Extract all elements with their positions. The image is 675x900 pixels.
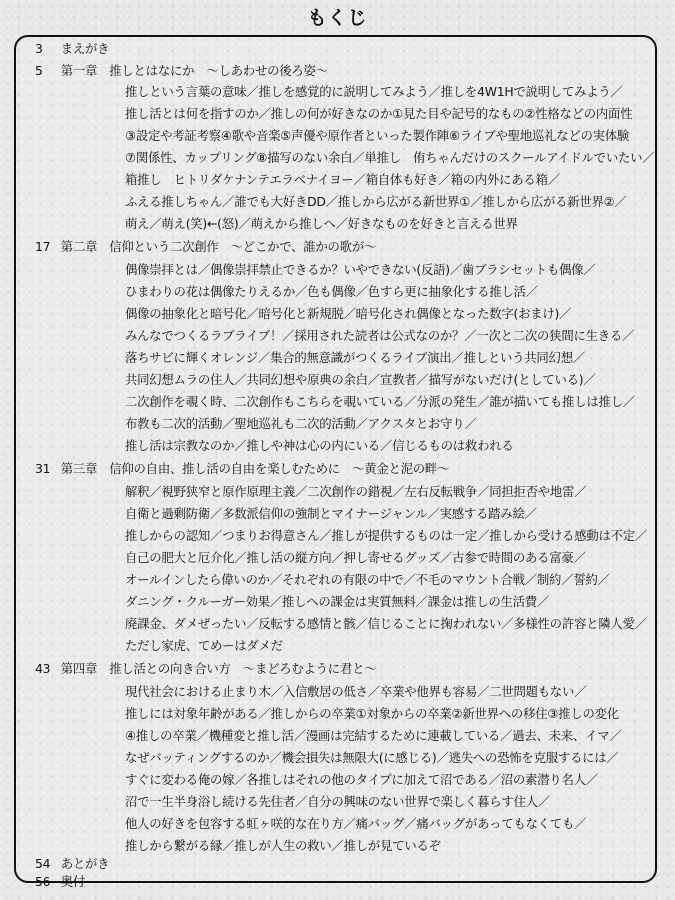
toc-page-number: 3 xyxy=(35,41,43,56)
toc-subsection-line: 推しからの認知／つまりお得意さん／推しが提供するものは一定／推しから受ける感動は不定／ xyxy=(125,528,648,543)
toc-page-number: 17 xyxy=(35,239,51,254)
toc-subsection-line: 推しという言葉の意味／推しを感覚的に説明してみよう／推しを4W1Hで説明してみよう／ xyxy=(125,84,623,99)
toc-chapter-entry xyxy=(35,62,328,79)
toc-page-number: 56 xyxy=(35,874,51,889)
toc-subsection-line: 箱推し ヒトリダケナンテエラベナイヨー／箱自体も好き／箱の内外にある箱／ xyxy=(125,172,560,187)
toc-chapter-label: 第二章 信仰という二次創作 〜どこかで、誰かの歌が〜 xyxy=(57,239,377,254)
toc-chapter-label: 第一章 推しとはなにか 〜しあわせの後ろ姿〜 xyxy=(57,63,328,78)
toc-subsection-line: 二次創作を覗く時、二次創作もこちらを覗いている／分派の発生／誰が描いても推しは推し／ xyxy=(125,394,635,409)
toc-subsection-line: すぐに変わる俺の嫁／各推しはそれの他のタイプに加えて沼である／沼の素潜り名人／ xyxy=(125,772,598,787)
toc-subsection-line: 偶像の抽象化と暗号化／暗号化と新規脱／暗号化され偶像となった数字(おまけ)／ xyxy=(125,306,572,321)
toc-subsection-line: 共同幻想ムラの住人／共同幻想や原典の余白／宣教者／描写がないだけ(としている)／ xyxy=(125,372,596,387)
toc-subsection-line: 沼で一生半身浴し続ける先住者／自分の興味のない世界で楽しく暮らす住人／ xyxy=(125,794,550,809)
toc-chapter-label: 第四章 推し活との向き合い方 〜まどろむように君と〜 xyxy=(57,661,377,676)
toc-chapter-entry xyxy=(35,855,109,872)
toc-subsection-line: ⑦関係性、カップリング⑧描写のない余白／単推し 侑ちゃんだけのスクールアイドルでいたい／ xyxy=(125,150,655,165)
toc-subsection-line: ひまわりの花は偶像たりえるか／色も偶像／色すら更に抽象化する推し活／ xyxy=(125,284,538,299)
toc-subsection-line: ふえる推しちゃん／誰でも大好きDD／推しから広がる新世界①／推しから広がる新世界②／ xyxy=(125,194,627,209)
toc-subsection-line: 廃課金、ダメぜったい／反転する感情と骸／信じることに掬われない／多様性の許容と隣人愛／ xyxy=(125,616,647,631)
toc-subsection-line: 偶像崇拝とは／偶像崇拝禁止できるか？いやできない(反語)／歯ブラシセットも偶像／ xyxy=(125,262,596,277)
toc-page-number: 54 xyxy=(35,856,51,871)
toc-subsection-line: 萌え／萌え(笑)←(怒)／萌えから推しへ／好きなものを好きと言える世界 xyxy=(125,216,518,231)
toc-chapter-label: 第三章 信仰の自由、推し活の自由を楽しむために 〜黄金と泥の畔〜 xyxy=(57,461,450,476)
toc-chapter-entry xyxy=(35,873,85,890)
toc-subsection-line: 推し活とは何を指すのか／推しの何が好きなのか①見た目や記号的なもの②性格などの内面性 xyxy=(125,106,633,121)
toc-subsection-line: 推しには対象年齢がある／推しからの卒業①対象からの卒業②新世界への移住③推しの変化 xyxy=(125,706,619,721)
toc-subsection-line: 推しから繋がる縁／推しが人生の救い／推しが見ているぞ xyxy=(125,838,441,853)
toc-chapter-label: 奥付 xyxy=(57,874,85,889)
toc-subsection-line: ④推しの卒業／機種変と推し活／漫画は完結するために連載している／過去、未来、イマ／ xyxy=(125,728,622,743)
page-title: もくじ xyxy=(307,7,368,29)
toc-subsection-line: 布教も二次的活動／聖地巡礼も二次的活動／アクスタとお守り／ xyxy=(125,416,477,431)
toc-chapter-entry xyxy=(35,238,376,255)
toc-subsection-line: 推し活は宗教なのか／推しや神は心の内にいる／信じるものは救われる xyxy=(125,438,514,453)
toc-subsection-line: オールインしたら偉いのか／それぞれの有限の中で／不毛のマウント合戦／制約／誓約／ xyxy=(125,572,610,587)
toc-subsection-line: 解釈／視野狭窄と原作原理主義／二次創作の錯視／左右反転戦争／同担拒否や地雷／ xyxy=(125,484,587,499)
toc-subsection-line: ダニング・クルーガー効果／推しへの課金は実質無料／課金は推しの生活費／ xyxy=(125,594,550,609)
toc-subsection-line: みんなでつくるラブライブ！／採用された読者は公式なのか？／一次と二次の狭間に生きる／ xyxy=(125,328,635,343)
toc-page-number: 31 xyxy=(35,461,51,476)
toc-chapter-label: まえがき xyxy=(57,41,110,56)
toc-chapter-entry xyxy=(35,660,376,677)
toc-chapter-entry xyxy=(35,40,109,57)
toc-page-number: 5 xyxy=(35,63,43,78)
toc-chapter-entry xyxy=(35,460,449,477)
toc-subsection-line: 他人の好きを包容する虹ヶ咲的な在り方／痛バッグ／痛バッグがあってもなくても／ xyxy=(125,816,587,831)
toc-subsection-line: ③設定や考証考察④歌や音楽⑤声優や原作者といった製作陣⑥ライブや聖地巡礼などの実体験 xyxy=(125,128,630,143)
toc-subsection-line: なぜバッティングするのか／機会損失は無限大(に感じる)／逃失への恐怖を克服するには／ xyxy=(125,750,619,765)
toc-subsection-line: 自己の肥大と厄介化／推し活の縦方向／押し寄せるグッズ／古参で時間のある富豪／ xyxy=(125,550,586,565)
toc-subsection-line: 現代社会における止まり木／入信敷居の低さ／卒業や他界も容易／二世問題もない／ xyxy=(125,684,587,699)
toc-chapter-label: あとがき xyxy=(57,856,110,871)
toc-subsection-line: 自衛と過剰防衛／多数派信仰の強制とマイナージャンル／実感する踏み絵／ xyxy=(125,506,537,521)
toc-page-number: 43 xyxy=(35,661,51,676)
toc-subsection-line: ただし家虎、てめーはダメだ xyxy=(125,638,283,653)
toc-subsection-line: 落ちサビに輝くオレンジ／集合的無意識がつくるライブ演出／推しという共同幻想／ xyxy=(125,350,585,365)
